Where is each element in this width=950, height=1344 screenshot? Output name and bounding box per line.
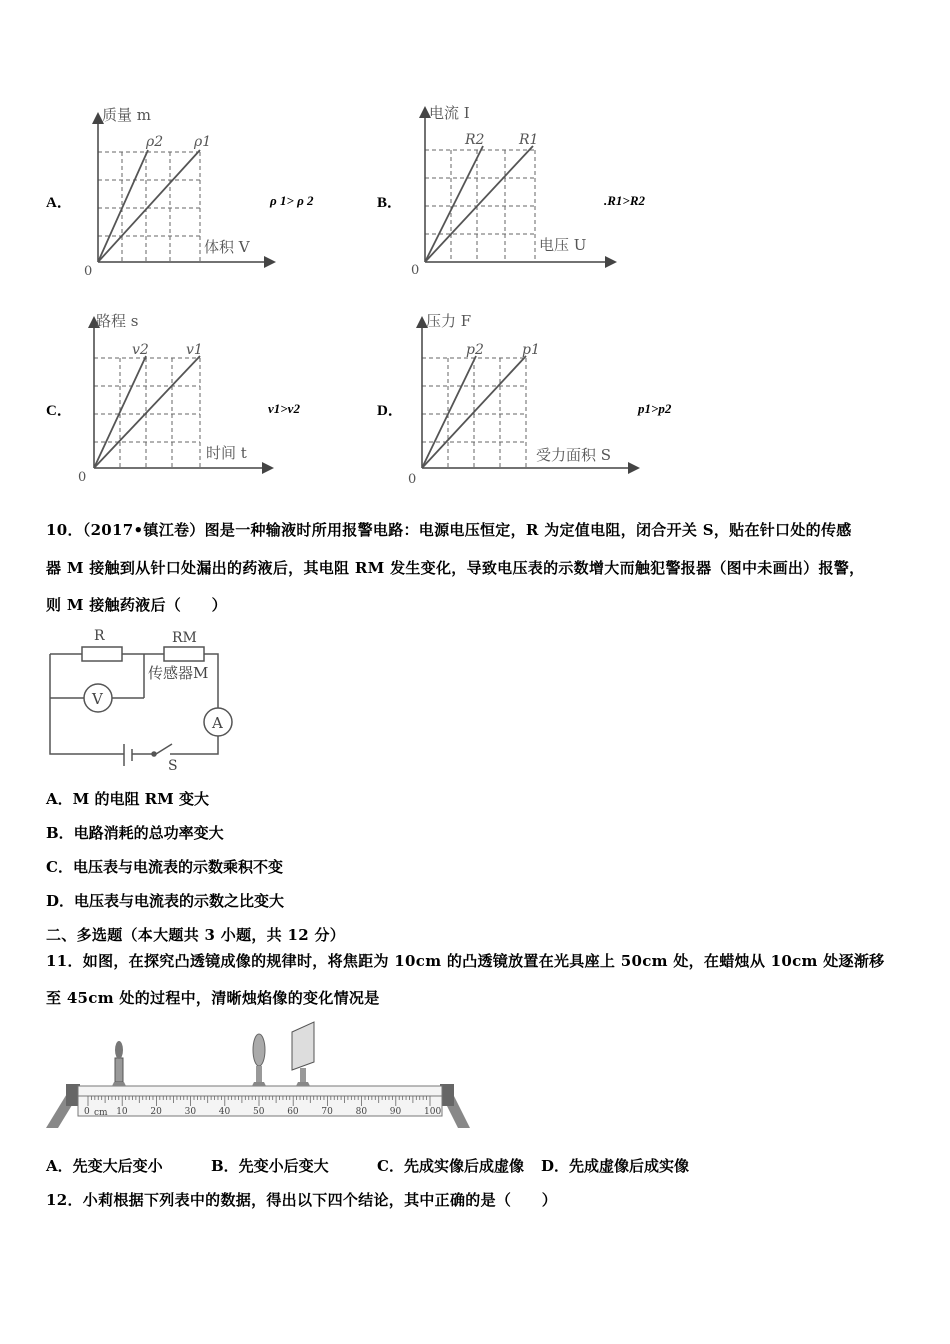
option-a-letter: A．	[46, 195, 72, 211]
y-axis-label: 压力 F	[426, 312, 472, 330]
option-d-letter: D．	[377, 403, 403, 419]
line-b-label: p1	[522, 342, 540, 358]
q10-option-d[interactable]: D．电压表与电流表的示数之比变大	[46, 892, 285, 910]
line-b-label: ρ1	[194, 134, 212, 150]
x-axis-label: 受力面积 S	[536, 446, 612, 464]
x-axis-label: 电压 U	[539, 236, 587, 254]
line-b-label: R1	[519, 132, 539, 148]
q11-option-b[interactable]: B．先变小后变大	[211, 1157, 329, 1175]
ruler-tick-label: 40	[218, 1107, 231, 1117]
resistor-rm	[164, 647, 204, 661]
line-a-label: v2	[132, 342, 149, 358]
origin-label: 0	[411, 263, 420, 278]
candle-1	[112, 1041, 126, 1086]
option-b-letter: B．	[377, 195, 403, 211]
svg-text:A: A	[212, 714, 223, 732]
screen	[292, 1022, 314, 1086]
origin-label: 0	[78, 470, 87, 485]
q10-line1: 10．（2017•镇江卷）图是一种输液时所用报警电路：电源电压恒定，R 为定值电阻，闭合开关 S，贴在针口处的传感	[46, 521, 852, 539]
ruler-tick-label: 80	[355, 1107, 368, 1117]
q11-option-c[interactable]: C．先成实像后成虚像	[377, 1157, 524, 1175]
option-a-relation: ρ 1> ρ 2	[270, 193, 314, 208]
ruler-unit-label: cm	[94, 1108, 108, 1118]
ruler-tick-label: 60	[287, 1107, 299, 1117]
ruler-tick-label: 100	[424, 1107, 442, 1117]
section-heading: 二、多选题（本大题共 3 小题，共 12 分）	[46, 926, 346, 944]
svg-text:V: V	[92, 690, 103, 708]
y-axis-label: 电流 I	[429, 104, 470, 122]
option-c-relation: v1>v2	[268, 401, 300, 416]
ruler-tick-label: 10	[116, 1107, 128, 1117]
y-axis-label: 质量 m	[102, 106, 151, 124]
convex-lens	[252, 1034, 266, 1086]
optical-bench-diagram	[44, 1016, 474, 1136]
q10-line3: 则 M 接触药液后（ ）	[46, 596, 227, 614]
line-rho1	[98, 150, 200, 262]
q10-option-a[interactable]: A．M 的电阻 RM 变大	[46, 790, 209, 808]
graph-a	[80, 100, 280, 280]
svg-text:传感器M: 传感器M	[148, 664, 209, 682]
q11-line1: 11．如图，在探究凸透镜成像的规律时，将焦距为 10cm 的凸透镜放置在光具座上 50cm 处，在蜡烛从 10cm 处逐渐移	[46, 952, 885, 970]
switch-s	[156, 744, 172, 754]
y-axis-label: 路程 s	[96, 312, 139, 330]
q10-option-c[interactable]: C．电压表与电流表的示数乘积不变	[46, 858, 283, 876]
q10-option-b[interactable]: B．电路消耗的总功率变大	[46, 824, 224, 842]
line-a-label: p2	[466, 342, 484, 358]
q11-line2: 至 45cm 处的过程中，清晰烛焰像的变化情况是	[46, 989, 380, 1007]
x-axis-label: 体积 V	[204, 238, 250, 256]
ruler-tick-label: 90	[389, 1107, 402, 1117]
option-c-letter: C．	[46, 403, 72, 419]
q11-option-a[interactable]: A．先变大后变小	[46, 1157, 163, 1175]
x-axis-label: 时间 t	[206, 444, 247, 462]
ruler-tick-label: 0	[84, 1107, 90, 1117]
svg-text:RM: RM	[172, 630, 197, 646]
q10-line2: 器 M 接触到从针口处漏出的药液后，其电阻 RM 发生变化，导致电压表的示数增大而触犯警报器（图中未画出）报警，	[46, 559, 865, 577]
line-rho2	[98, 150, 148, 262]
ruler-tick-label: 20	[150, 1107, 162, 1117]
graph-c	[76, 308, 276, 488]
svg-text:R: R	[94, 628, 105, 644]
line-b-label: v1	[186, 342, 203, 358]
origin-label: 0	[84, 264, 93, 279]
line-a-label: R2	[465, 132, 485, 148]
q12-text: 12．小莉根据下列表中的数据，得出以下四个结论，其中正确的是（ ）	[46, 1191, 558, 1209]
svg-text:S: S	[168, 758, 178, 774]
ruler-tick-label: 50	[253, 1107, 265, 1117]
line-a-label: ρ2	[146, 134, 164, 150]
ruler-tick-label: 30	[184, 1107, 197, 1117]
graph-d	[404, 308, 644, 488]
resistor-r	[82, 647, 122, 661]
ruler-tick-label: 70	[321, 1107, 333, 1117]
graph-b	[405, 98, 620, 280]
q11-option-d[interactable]: D．先成虚像后成实像	[541, 1157, 690, 1175]
option-b-relation: .R1>R2	[604, 193, 645, 208]
option-d-relation: p1>p2	[638, 401, 672, 416]
q10-circuit-diagram	[44, 624, 244, 774]
origin-label: 0	[408, 472, 417, 487]
